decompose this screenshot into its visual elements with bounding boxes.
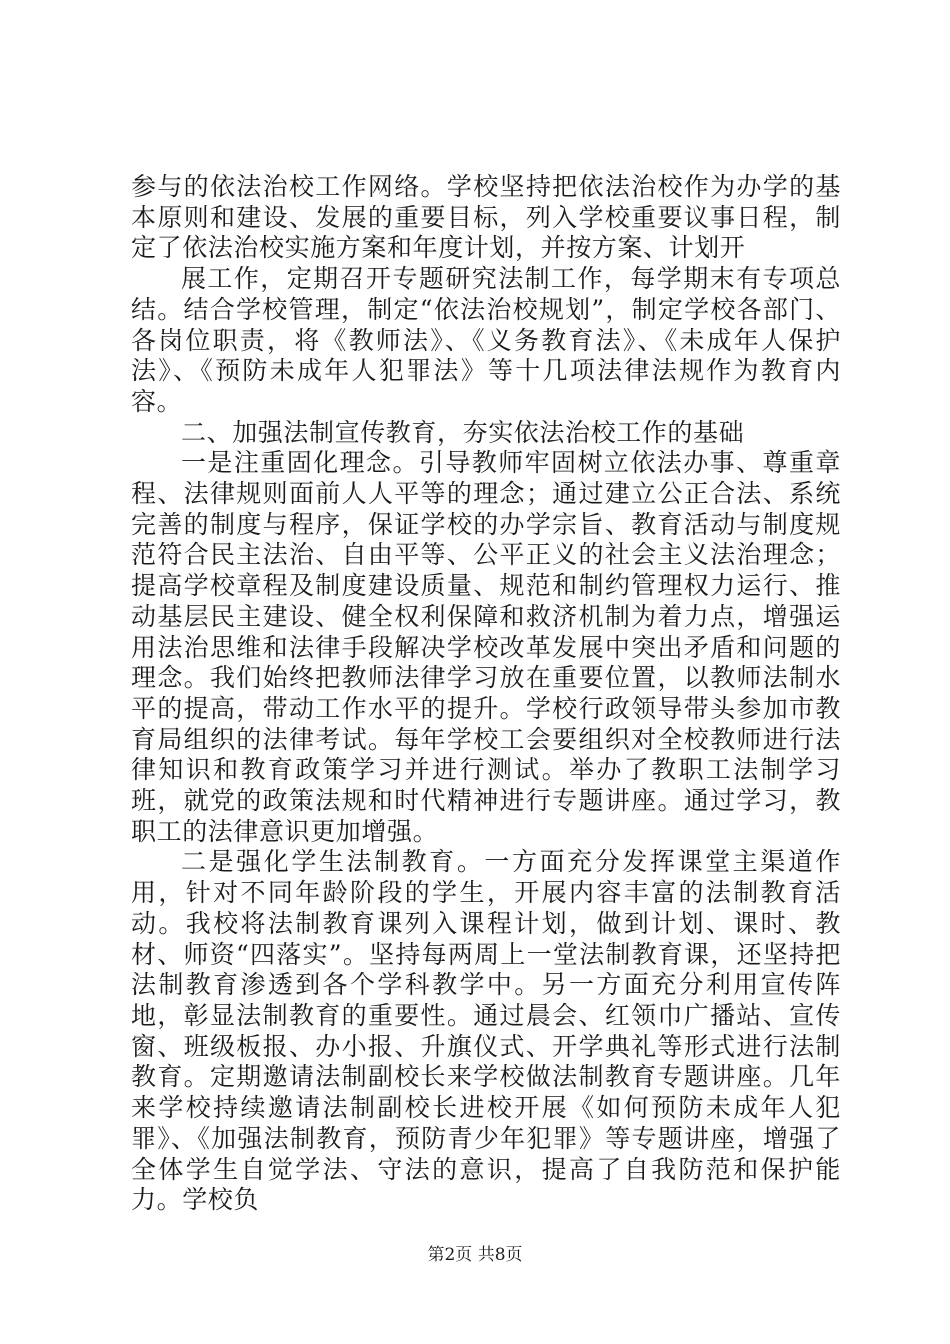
paragraph-teacher-concepts: 一是注重固化理念。引导教师牢固树立依法办事、尊重章程、法律规则面前人人平等的理念；通过建立公正合法、系统完善的制度与程序，保证学校的办学宗旨、教育活动与制度规范符合民主法治、自由平等、公平正义的社会主义法治理念；提高学校章程及制度建设质量、规范和制约管理权力运行、推动基层民主建设、健全权利保障和救济机制为着力点，增强运用法治思维和法律手段解决学校改革发展中突出矛盾和问题的理念。我们始终把教师法律学习放在重要位置，以教师法制水平的提高，带动工作水平的提升。学校行政领导带头参加市教育局组织的法律考试。每年学校工会要组织对全校教师进行法律知识和教育政策学习并进行测试。举办了教职工法制学习班，就党的政策法规和时代精神进行专题讲座。通过学习，教职工的法律意识更加增强。 bbox=[131, 448, 841, 846]
section-heading: 二、加强法制宣传教育，夯实依法治校工作的基础 bbox=[181, 417, 745, 447]
paragraph-student-education: 二是强化学生法制教育。一方面充分发挥课堂主渠道作用，针对不同年龄阶段的学生，开展内容丰富的法制教育活动。我校将法制教育课列入课程计划，做到计划、课时、教材、师资“四落实”。坚持每两周上一堂法制教育课，还坚持把法制教育渗透到各个学科教学中。另一方面充分利用宣传阵地，彰显法制教育的重要性。通过晨会、红领巾广播站、宣传窗、班级板报、办小报、升旗仪式、开学典礼等形式进行法制教育。定期邀请法制副校长来学校做法制教育专题讲座。几年来学校持续邀请法制副校长进校开展《如何预防未成年人犯罪》、《加强法制教育，预防青少年犯罪》等专题讲座，增强了全体学生自觉学法、守法的意识，提高了自我防范和保护能力。学校负 bbox=[131, 847, 841, 1215]
paragraph-continued: 参与的依法治校工作网络。学校坚持把依法治校作为办学的基本原则和建设、发展的重要目标，列入学校重要议事日程，制定了依法治校实施方案和年度计划，并按方案、计划开 bbox=[131, 172, 841, 263]
paragraph-work-summary: 展工作，定期召开专题研究法制工作，每学期末有专项总结。结合学校管理，制定“依法治校规划”，制定学校各部门、各岗位职责，将《教师法》、《义务教育法》、《未成年人保护法》、《预防未成年人犯罪法》等十几项法律法规作为教育内容。 bbox=[131, 264, 841, 416]
document-body bbox=[131, 172, 841, 1216]
page-number-footer: 第2页 共8页 bbox=[427, 1245, 523, 1265]
